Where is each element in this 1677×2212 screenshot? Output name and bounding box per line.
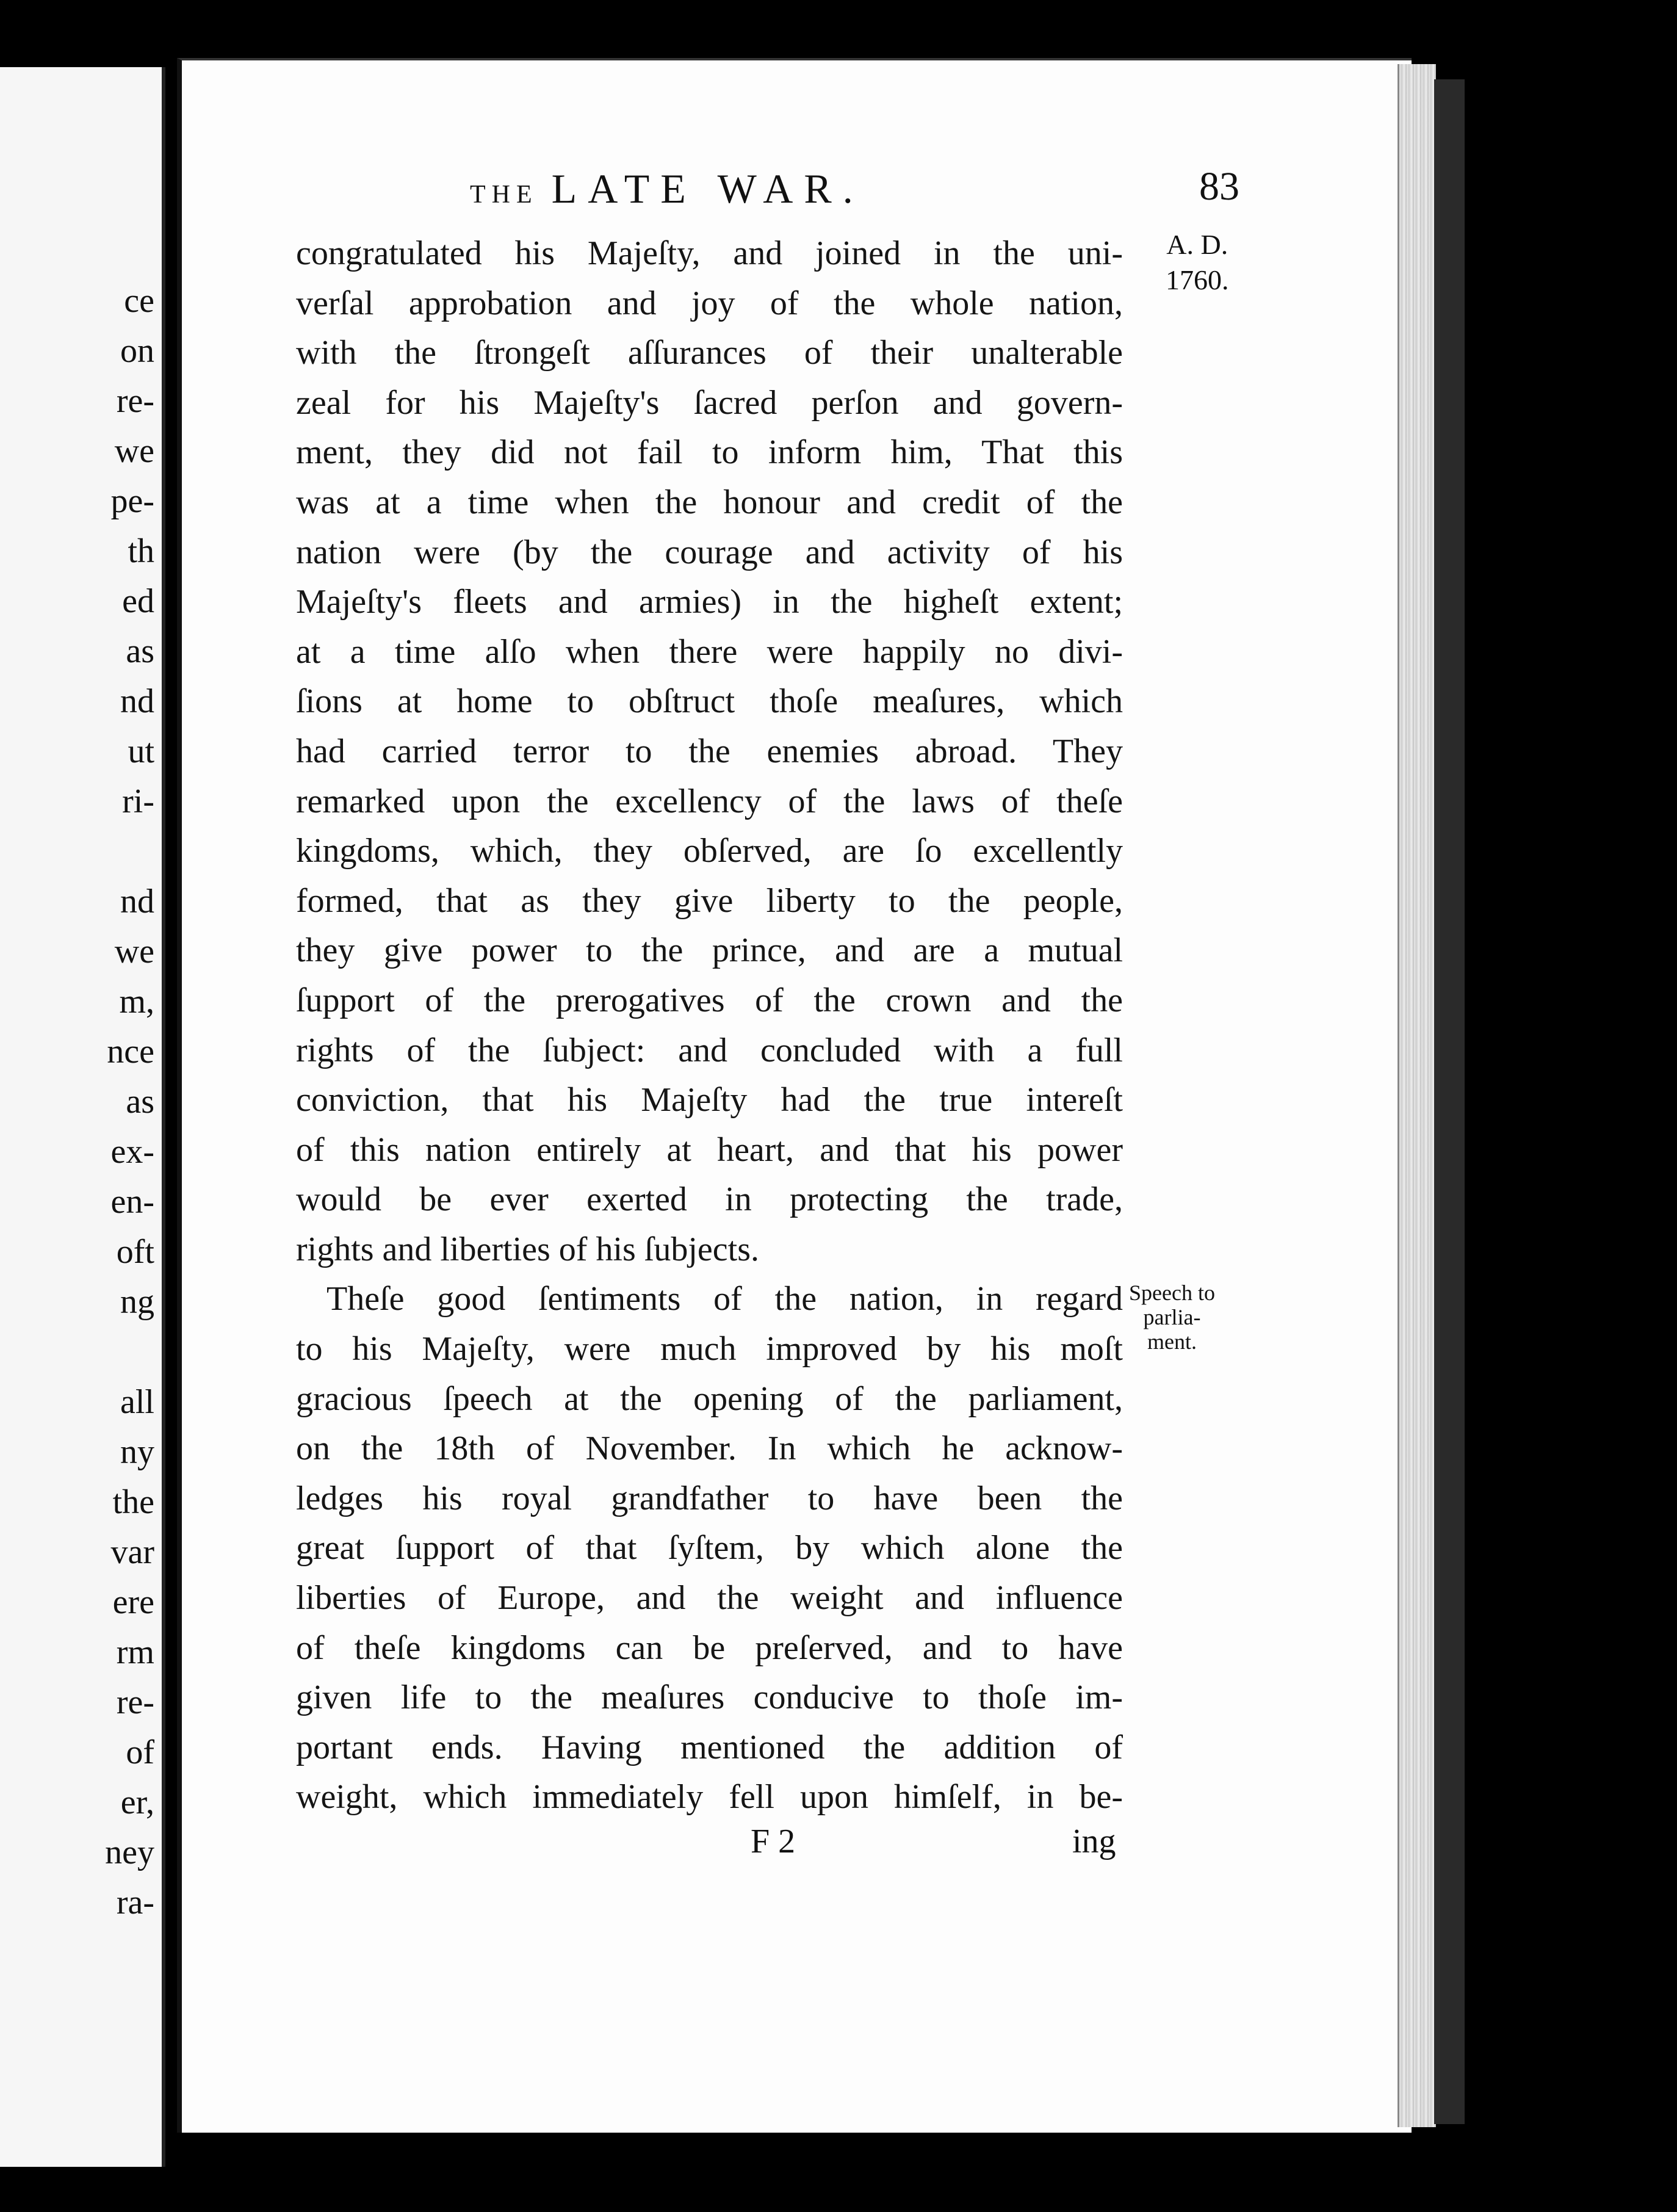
text-line: liberties of Europe, and the weight and influence xyxy=(296,1579,1123,1617)
catchword: ing xyxy=(1072,1823,1116,1860)
left-page-fragment: of xyxy=(126,1733,154,1771)
paragraph-start-line: Theſe good ſentiments of the nation, in regard xyxy=(326,1280,1123,1318)
text-line: weight, which immediately fell upon himſelf, in be- xyxy=(296,1778,1123,1816)
text-line: conviction, that his Majeſty had the true intereſt xyxy=(296,1081,1123,1119)
text-line: portant ends. Having mentioned the addition of xyxy=(296,1728,1123,1766)
text-line: gracious ſpeech at the opening of the parliament, xyxy=(296,1379,1123,1418)
text-line: congratulated his Majeſty, and joined in the uni- xyxy=(296,234,1123,272)
left-page-fragment: all xyxy=(120,1383,154,1421)
text-line: at a time alſo when there were happily no divi- xyxy=(296,632,1123,671)
left-page-fragment: as xyxy=(126,1083,154,1121)
margin-date-label: A. D. xyxy=(1166,229,1228,260)
text-line: zeal for his Majeſty's ſacred perſon and govern- xyxy=(296,383,1123,422)
left-page-fragment: m, xyxy=(119,983,154,1021)
left-page-fragment: nd xyxy=(120,682,154,720)
left-page-fragment: re- xyxy=(116,382,154,420)
text-line: great ſupport of that ſyſtem, by which alone the xyxy=(296,1529,1123,1567)
left-page-fragment: th xyxy=(128,532,154,570)
text-line: rights of the ſubject: and concluded with a full xyxy=(296,1031,1123,1069)
left-page-fragment: ng xyxy=(120,1283,154,1321)
text-line: nation were (by the courage and activity of his xyxy=(296,533,1123,571)
left-page-fragment: the xyxy=(112,1483,154,1521)
binding-shadow xyxy=(1434,79,1465,2124)
page-number: 83 xyxy=(1199,164,1239,209)
margin-note-line: parlia- xyxy=(1143,1305,1201,1329)
left-page-fragment: rm xyxy=(116,1633,154,1671)
text-line: ledges his royal grandfather to have been the xyxy=(296,1479,1123,1517)
left-page-fragment: er, xyxy=(120,1784,154,1821)
left-page-fragment: ex- xyxy=(110,1133,154,1171)
text-line: on the 18th of November. In which he acknow- xyxy=(296,1429,1123,1468)
left-page-fragment: re- xyxy=(116,1683,154,1721)
text-line: Majeſty's fleets and armies) in the higheſt extent; xyxy=(296,583,1123,621)
text-line: verſal approbation and joy of the whole nation, xyxy=(296,284,1123,322)
text-line: to his Majeſty, were much improved by his moſt xyxy=(296,1330,1123,1368)
text-line: of this nation entirely at heart, and that his power xyxy=(296,1130,1123,1169)
text-line: kingdoms, which, they obſerved, are ſo excellently xyxy=(296,832,1123,870)
page-edges xyxy=(1398,64,1436,2127)
margin-speech-note xyxy=(1129,1281,1215,1354)
left-page-fragment: nce xyxy=(107,1033,154,1071)
left-page-fragment: en- xyxy=(110,1183,154,1221)
text-line: given life to the meaſures conducive to thoſe im- xyxy=(296,1679,1123,1717)
left-page-fragment: ere xyxy=(112,1583,154,1621)
signature-mark: F 2 xyxy=(751,1823,796,1860)
left-page-fragment: ce xyxy=(124,282,154,320)
text-line: ment, they did not fail to inform him, That this xyxy=(296,433,1123,472)
left-page-fragment: we xyxy=(114,933,154,970)
left-page-fragment: ny xyxy=(120,1433,154,1471)
text-line: ſupport of the prerogatives of the crown and the xyxy=(296,981,1123,1019)
text-line: formed, that as they give liberty to the people, xyxy=(296,881,1123,920)
running-head-the: THE xyxy=(470,181,538,209)
left-page-fragment: ut xyxy=(128,732,154,770)
left-page-fragment: we xyxy=(114,432,154,470)
left-page-fragment: ed xyxy=(122,582,154,620)
left-page-fragment: ney xyxy=(105,1834,154,1871)
text-line: they give power to the prince, and are a mutual xyxy=(296,931,1123,970)
text-line: had carried terror to the enemies abroad. They xyxy=(296,732,1123,770)
margin-note-line: ment. xyxy=(1147,1329,1197,1354)
text-line: was at a time when the honour and credit of the xyxy=(296,483,1123,521)
running-head xyxy=(470,165,864,213)
left-page-fragment: ra- xyxy=(116,1884,154,1921)
text-line: rights and liberties of his ſubjects. xyxy=(296,1230,759,1268)
left-page-fragment: as xyxy=(126,632,154,670)
margin-date-year: 1760. xyxy=(1166,264,1229,295)
running-head-title: LATE WAR. xyxy=(551,165,864,212)
left-page-fragment: pe- xyxy=(110,482,154,520)
left-facing-page xyxy=(0,67,165,2167)
left-page-fragment: nd xyxy=(120,883,154,920)
body-text xyxy=(296,229,1123,1823)
text-line: of theſe kingdoms can be preſerved, and to have xyxy=(296,1628,1123,1667)
left-page-fragment: oft xyxy=(116,1233,154,1271)
text-line: with the ſtrongeſt aſſurances of their unalterable xyxy=(296,334,1123,372)
text-line: ſions at home to obſtruct thoſe meaſures, which xyxy=(296,682,1123,721)
left-page-fragment: ri- xyxy=(122,783,154,820)
margin-note-line: Speech to xyxy=(1129,1281,1215,1305)
text-line: remarked upon the excellency of the laws of theſe xyxy=(296,782,1123,820)
margin-date-note xyxy=(1166,227,1229,298)
left-page-fragment: var xyxy=(110,1533,154,1571)
text-line: would be ever exerted in protecting the trade, xyxy=(296,1180,1123,1219)
left-page-fragment: on xyxy=(120,332,154,370)
